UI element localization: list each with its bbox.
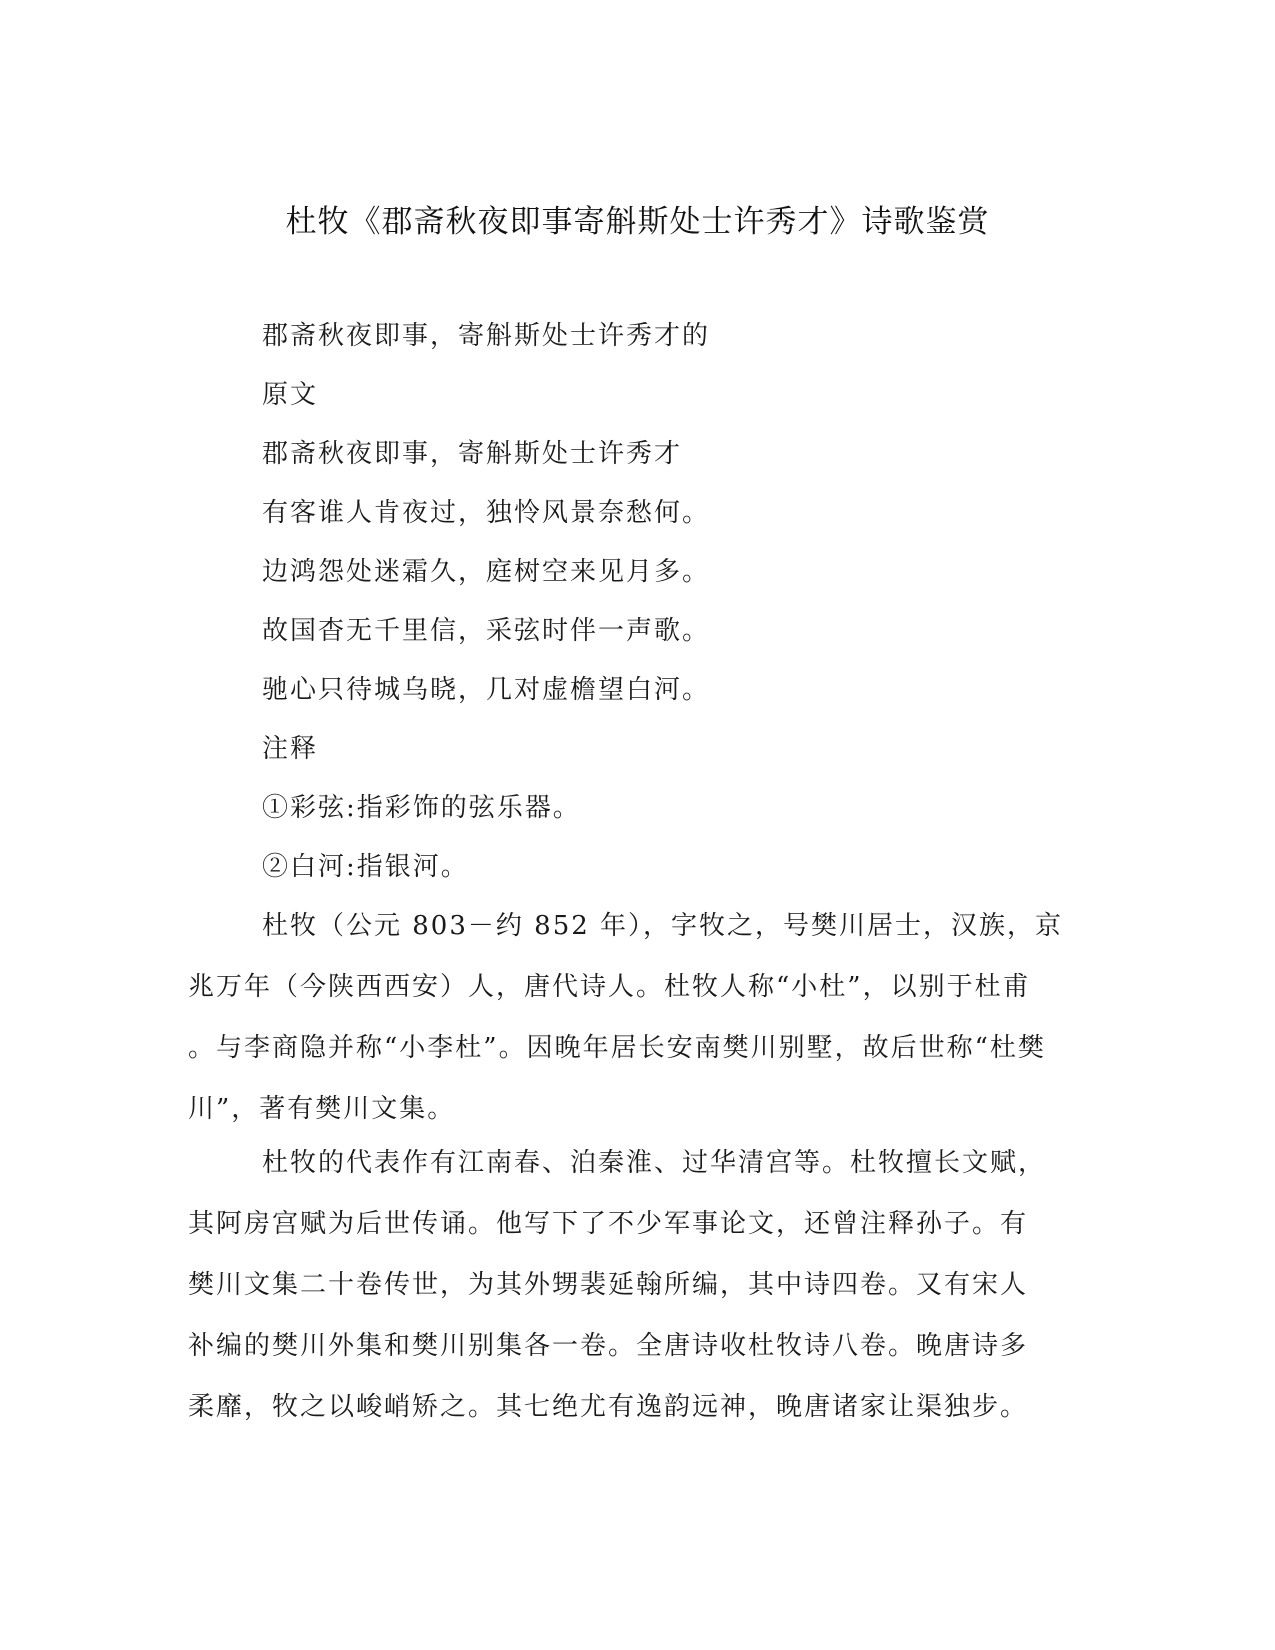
poem-verse-4: 驰心只待城乌晓，几对虚檐望白河。 (262, 675, 711, 705)
works-paragraph (188, 1133, 1070, 1438)
paragraph-line: 杜牧的代表作有江南春、泊秦淮、过华清宫等。杜牧擅长文赋， (262, 1148, 1047, 1178)
paragraph-line: 柔靡，牧之以峻峭矫之。其七绝尤有逸韵远神，晚唐诸家让渠独步。 (188, 1392, 1029, 1422)
poem-verse-2: 边鸿怨处迷霜久，庭树空来见月多。 (262, 557, 711, 587)
paragraph-line: 。与李商隐并称“小李杜”。因晚年居长安南樊川别墅，故后世称“杜樊 (188, 1033, 1046, 1063)
paragraph-line: 兆万年（今陕西西安）人，唐代诗人。杜牧人称“小杜”，以别于杜甫 (188, 972, 1031, 1002)
document-title: 杜牧《郡斋秋夜即事寄斛斯处士许秀才》诗歌鉴赏 (285, 204, 990, 240)
paragraph-line: 杜牧（公元 803－约 852 年），字牧之，号樊川居士，汉族，京 (262, 911, 1064, 941)
section-notes-label: 注释 (262, 734, 319, 764)
poem-heading: 郡斋秋夜即事，寄斛斯处士许秀才的 (262, 321, 711, 351)
section-original-label: 原文 (262, 380, 319, 410)
author-bio-paragraph (188, 896, 1070, 1140)
poem-title-line: 郡斋秋夜即事，寄斛斯处士许秀才 (262, 439, 683, 469)
poem-verse-1: 有客谁人肯夜过，独怜风景奈愁何。 (262, 498, 711, 528)
paragraph-line: 其阿房宫赋为后世传诵。他写下了不少军事论文，还曾注释孙子。有 (188, 1209, 1029, 1239)
paragraph-line: 樊川文集二十卷传世，为其外甥裴延翰所编，其中诗四卷。又有宋人 (188, 1270, 1029, 1300)
paragraph-line: 补编的樊川外集和樊川别集各一卷。全唐诗收杜牧诗八卷。晚唐诗多 (188, 1331, 1029, 1361)
note-2: ②白河:指银河。 (262, 852, 469, 882)
paragraph-line: 川”，著有樊川文集。 (188, 1094, 456, 1124)
poem-verse-3: 故国杳无千里信，采弦时伴一声歌。 (262, 616, 711, 646)
note-1: ①彩弦:指彩饰的弦乐器。 (262, 793, 581, 823)
